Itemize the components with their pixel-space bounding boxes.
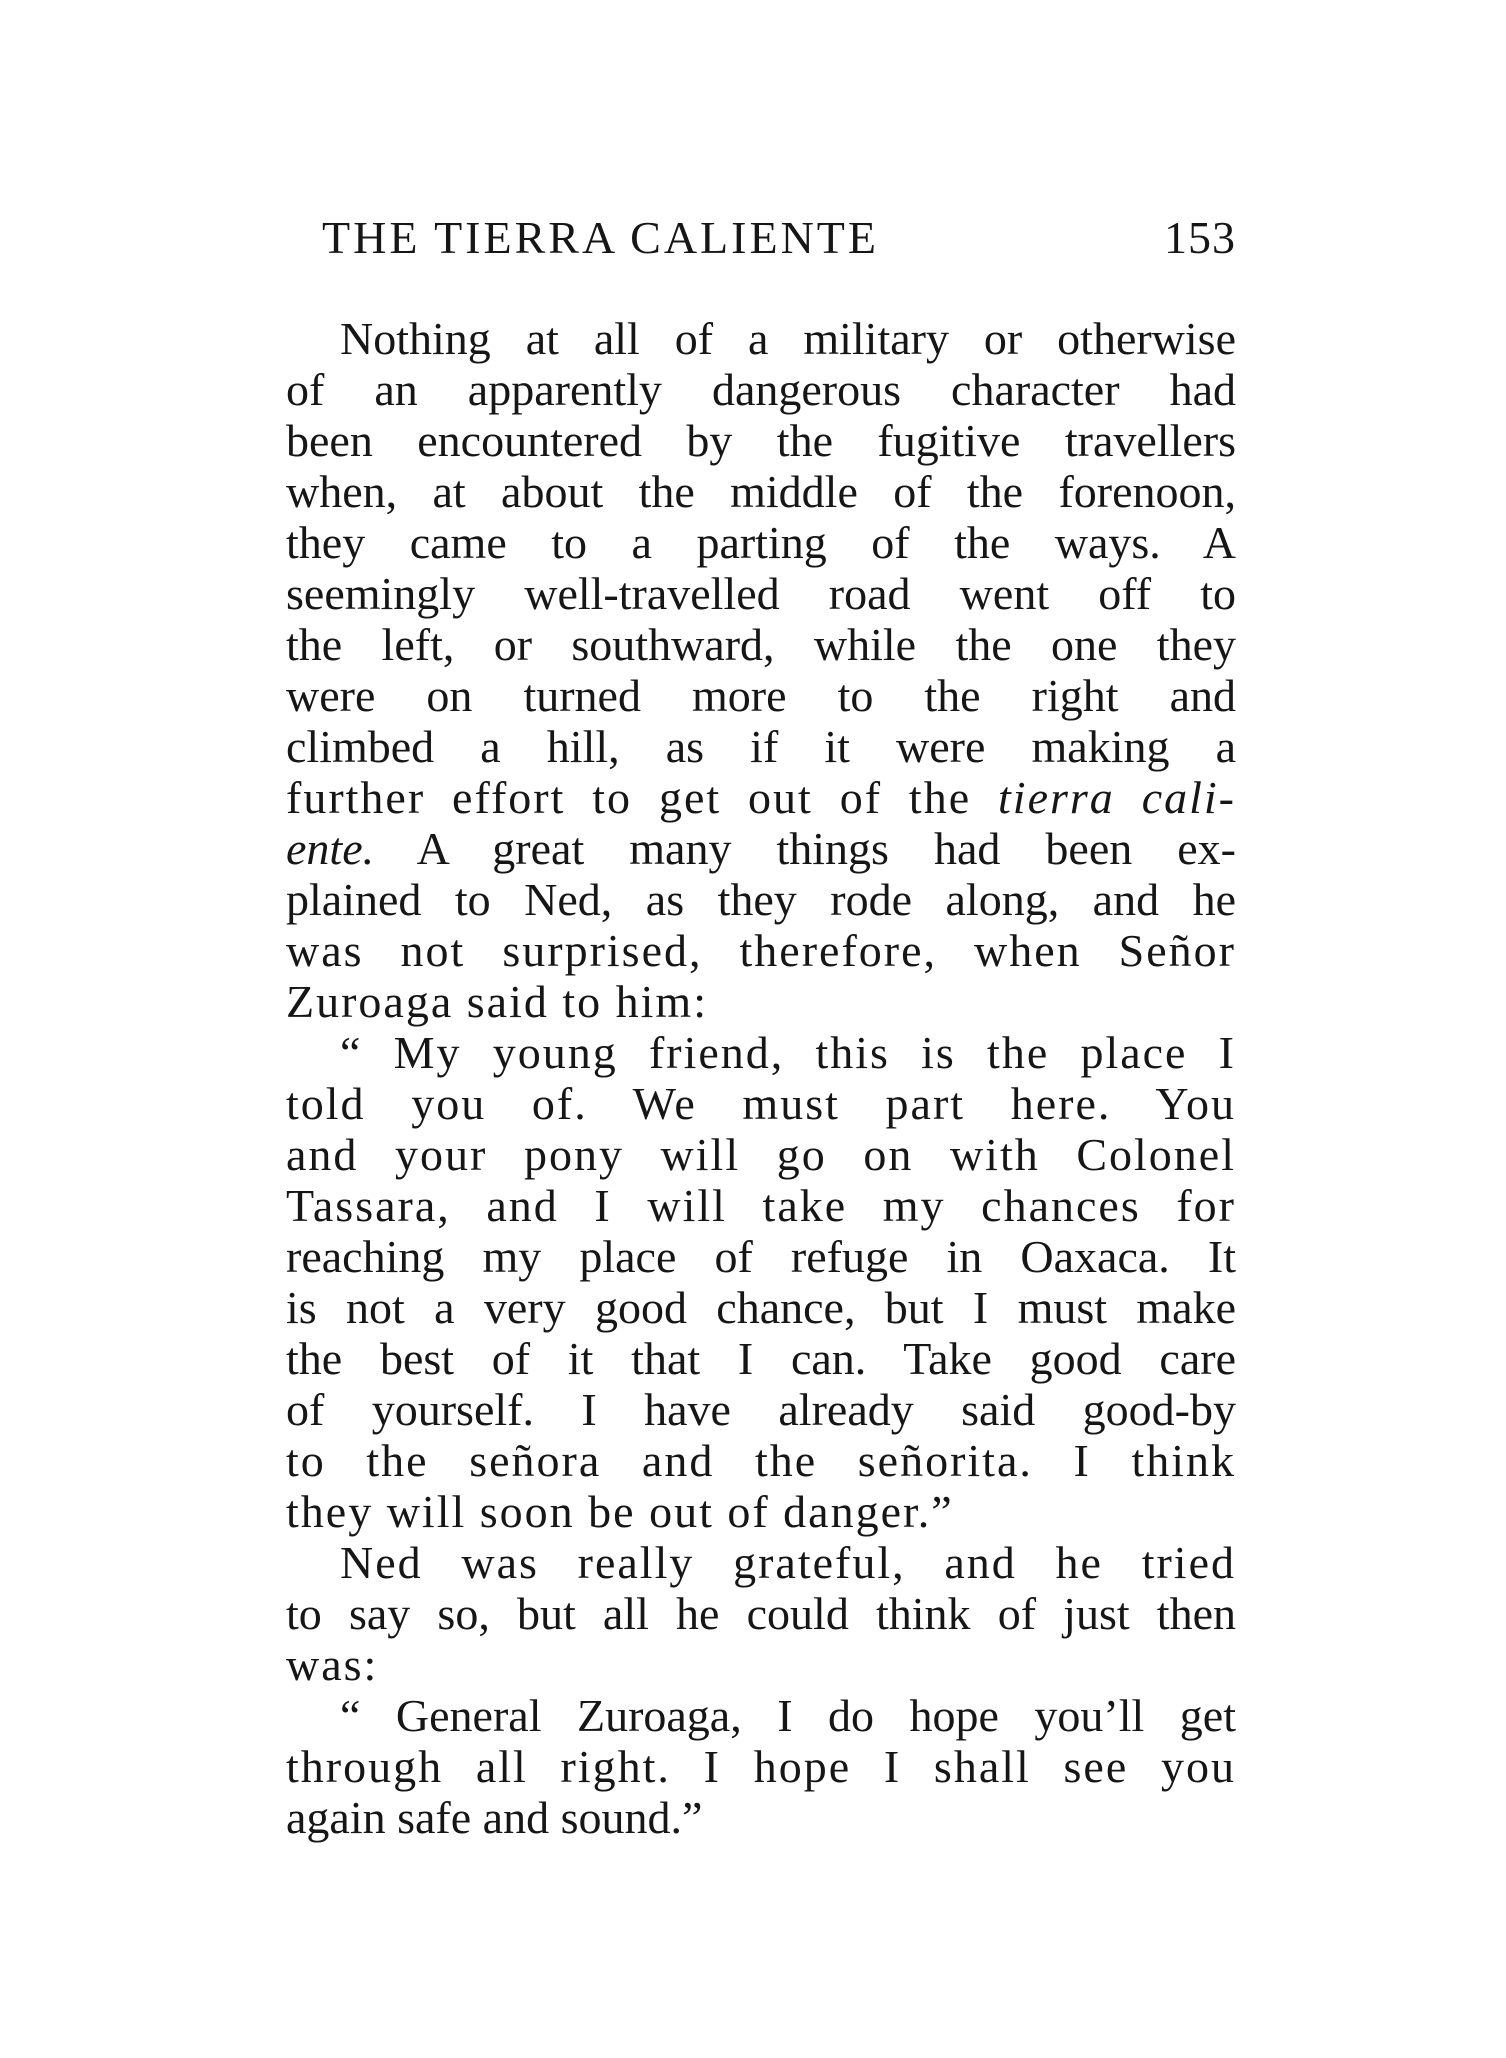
text-line: again safe and sound.” [286, 1792, 703, 1843]
text-line: they came to a parting of the ways. A [286, 517, 1236, 568]
text-line: seemingly well-travelled road went off to [286, 568, 1236, 619]
text-segment: A great many things had been ex- [374, 823, 1236, 874]
text-line: when, at about the middle of the forenoon, [286, 466, 1236, 517]
running-head [322, 208, 1236, 268]
text-line: “ General Zuroaga, I do hope you’ll get [340, 1690, 1236, 1741]
text-line: to say so, but all he could think of just then [286, 1588, 1236, 1639]
text-line: reaching my place of refuge in Oaxaca. It [286, 1231, 1236, 1282]
text-line: plained to Ned, as they rode along, and he [286, 874, 1236, 925]
text-line: and your pony will go on with Colonel [286, 1129, 1236, 1180]
text-line: to the señora and the señorita. I think [286, 1435, 1236, 1486]
text-line: been encountered by the fugitive travellers [286, 415, 1236, 466]
text-line: “ My young friend, this is the place I [340, 1027, 1236, 1078]
text-line: told you of. We must part here. You [286, 1078, 1236, 1129]
text-line: through all right. I hope I shall see you [286, 1741, 1236, 1792]
text-line: were on turned more to the right and [286, 670, 1236, 721]
text-line: Nothing at all of a military or otherwise [340, 313, 1236, 364]
text-line: Zuroaga said to him: [286, 976, 708, 1027]
text-line: of yourself. I have already said good-by [286, 1384, 1236, 1435]
text-line: the best of it that I can. Take good care [286, 1333, 1236, 1384]
text-line: of an apparently dangerous character had [286, 364, 1236, 415]
text-line: Tassara, and I will take my chances for [286, 1180, 1236, 1231]
italic-phrase: ente. [286, 823, 375, 874]
text-line: climbed a hill, as if it were making a [286, 721, 1236, 772]
page-number: 153 [1164, 212, 1236, 263]
text-line: is not a very good chance, but I must make [286, 1282, 1236, 1333]
italic-phrase: tierra cali- [998, 772, 1237, 823]
text-line: was not surprised, therefore, when Señor [286, 925, 1236, 976]
text-segment: further effort to get out of the [286, 772, 999, 823]
running-title: THE TIERRA CALIENTE [322, 212, 879, 263]
text-line: was: [286, 1639, 379, 1690]
text-line [286, 772, 1236, 823]
text-line [286, 823, 1236, 874]
text-line: the left, or southward, while the one they [286, 619, 1236, 670]
text-line: Ned was really grateful, and he tried [340, 1537, 1236, 1588]
body-text [286, 313, 1236, 1843]
text-line: they will soon be out of danger.” [286, 1486, 954, 1537]
